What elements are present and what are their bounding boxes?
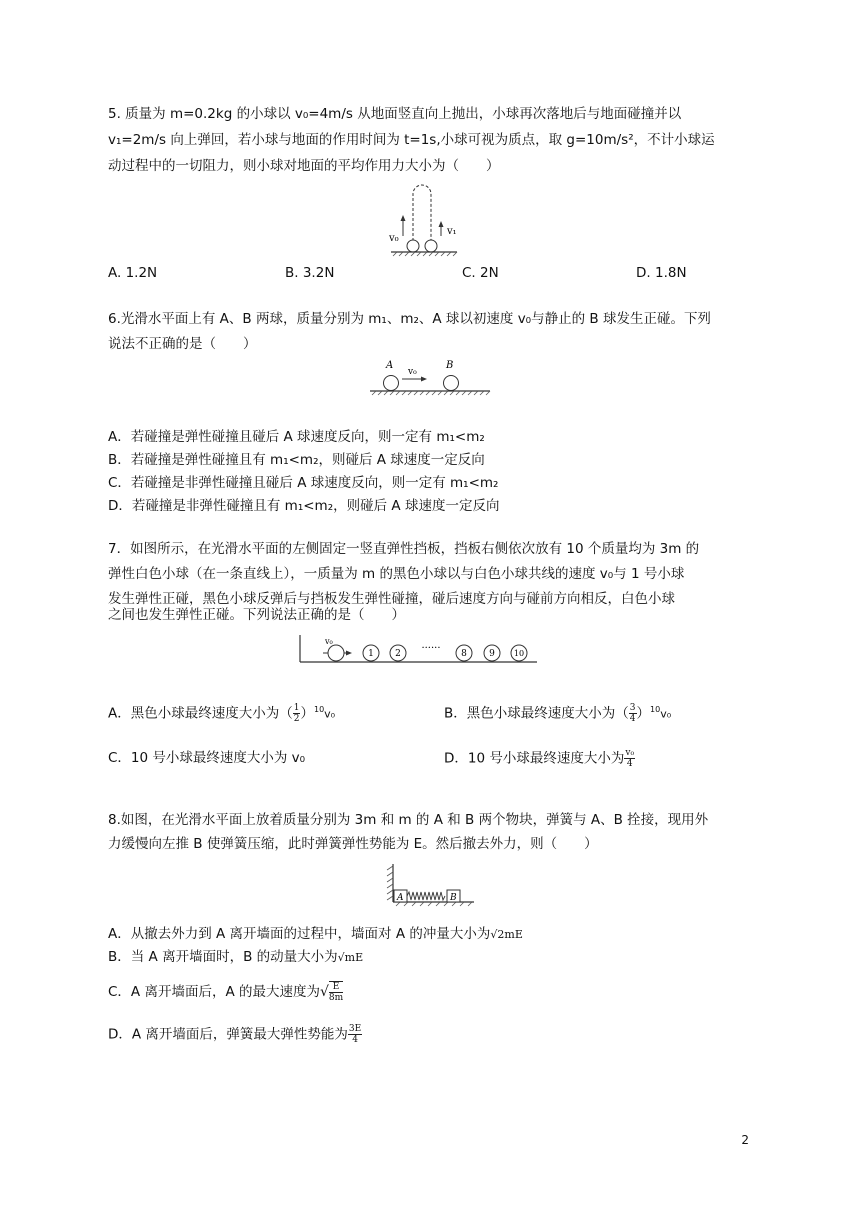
q5-line-2: v₁=2m/s 向上弹回，若小球与地面的作用时间为 t=1s,小球可视为质点，取 g=10m/s²，不计小球运 xyxy=(108,132,715,148)
q7-option-b-text: B．黑色小球最终速度大小为（ xyxy=(444,705,629,722)
q6-ball-b xyxy=(444,376,459,391)
q8-fig-label-a: A xyxy=(397,893,404,903)
q8-option-c-den: 8m xyxy=(328,993,344,1003)
q7-option-b-fraction xyxy=(629,703,637,724)
q7-ball-8-label: 8 xyxy=(461,649,467,659)
q8-fig-label-b: B xyxy=(450,893,457,903)
q8-option-d-text: D．A 离开墙面后，弹簧最大弹性势能为 xyxy=(108,1026,348,1043)
q7-ball-row-figure xyxy=(297,635,542,667)
page-number: 2 xyxy=(741,1133,749,1147)
q5-ground-hatch xyxy=(393,252,457,256)
q5-option-a: A. 1.2N xyxy=(108,265,158,281)
q7-option-a-close: ） xyxy=(300,705,314,722)
q8-option-a xyxy=(108,924,523,945)
q6-fig-label-b: B xyxy=(446,360,454,371)
q5-line-3: 动过程中的一切阻力，则小球对地面的平均作用力大小为（ ） xyxy=(108,158,500,174)
q8-option-a-text: A．从撤去外力到 A 离开墙面的过程中，墙面对 A 的冲量大小为 xyxy=(108,926,491,942)
q7-option-b-close: ） xyxy=(636,705,650,722)
q7-option-b xyxy=(444,700,671,725)
q5-line-1: 5. 质量为 m=0.2kg 的小球以 v₀=4m/s 从地面竖直向上抛出，小球再次落地后与地面碰撞并以 xyxy=(108,106,682,122)
q6-option-a: A．若碰撞是弹性碰撞且碰后 A 球速度反向，则一定有 m₁<m₂ xyxy=(108,429,485,445)
q7-option-b-v: v₀ xyxy=(660,707,672,721)
q7-black-ball xyxy=(328,645,344,661)
q7-option-b-power: 10 xyxy=(650,705,661,714)
q7-option-a-num: 1 xyxy=(293,703,300,713)
q7-option-b-den: 4 xyxy=(629,714,636,724)
q8-wall-hatch xyxy=(387,866,393,900)
q7-option-c: C．10 号小球最终速度大小为 v₀ xyxy=(108,750,306,766)
q7-option-d-fraction xyxy=(624,748,635,769)
q7-line-3: 发生弹性正碰，黑色小球反弹后与挡板发生弹性碰撞，碰后速度方向与碰前方向相反，白色小球 xyxy=(108,591,675,607)
q7-option-a xyxy=(108,700,335,725)
q8-option-d-den: 4 xyxy=(352,1035,358,1045)
q6-two-ball-figure xyxy=(366,357,496,399)
q8-option-b-math: √mE xyxy=(337,951,364,964)
q8-option-c-text: C．A 离开墙面后，A 的最大速度为 xyxy=(108,984,320,1000)
q8-option-c-radical: √ xyxy=(319,984,329,1000)
q5-option-b: B. 3.2N xyxy=(285,265,335,281)
q7-option-a-text: A．黑色小球最终速度大小为（ xyxy=(108,705,293,722)
q8-option-c-num: E xyxy=(329,982,343,993)
q7-line-1: 7．如图所示，在光滑水平面的左侧固定一竖直弹性挡板，挡板右侧依次放有 10 个质量均为 3m 的 xyxy=(108,541,700,557)
q5-option-c: C. 2N xyxy=(462,265,499,281)
q8-line-2: 力缓慢向左推 B 使弹簧压缩，此时弹簧弹性势能为 E。然后撤去外力，则（ ） xyxy=(108,836,598,852)
q5-ball-right xyxy=(425,240,437,252)
q8-option-d xyxy=(108,1024,362,1045)
q7-ball-1-label: 1 xyxy=(368,649,374,659)
q6-ball-a xyxy=(384,376,399,391)
q5-option-d: D. 1.8N xyxy=(636,265,687,281)
q8-option-c xyxy=(108,981,343,1003)
q7-option-d-text: D．10 号小球最终速度大小为 xyxy=(444,750,625,767)
q5-fig-v0-label: v₀ xyxy=(389,233,399,244)
q8-option-a-math: √2mE xyxy=(490,928,523,941)
q7-line-2: 弹性白色小球（在一条直线上），一质量为 m 的黑色小球以与白色小球共线的速度 v₀与 1 号小球 xyxy=(108,566,685,582)
q7-ball-2-label: 2 xyxy=(395,649,401,659)
q7-line-4: 之间也发生弹性正碰。下列说法正确的是（ ） xyxy=(108,607,405,623)
q7-ellipsis: ······ xyxy=(421,643,441,654)
q8-option-d-num: 3E xyxy=(348,1024,362,1034)
q7-option-b-num: 3 xyxy=(629,703,636,713)
q6-line-2: 说法不正确的是（ ） xyxy=(108,336,257,352)
q8-spring xyxy=(407,892,445,900)
q8-option-b-text: B．当 A 离开墙面时，B 的动量大小为 xyxy=(108,949,338,965)
q8-line-1: 8.如图，在光滑水平面上放着质量分别为 3m 和 m 的 A 和 B 两个物块，弹簧与 A、B 拴接，现用外 xyxy=(108,812,709,828)
q7-option-d-den: 4 xyxy=(626,759,633,769)
q7-option-d xyxy=(444,748,635,769)
q8-option-b xyxy=(108,947,363,968)
q6-line-1: 6.光滑水平面上有 A、B 两球，质量分别为 m₁、m₂、A 球以初速度 v₀与静止的 B 球发生正碰。下列 xyxy=(108,311,711,327)
q5-ball-bounce-figure xyxy=(385,174,465,260)
q7-option-d-num: v₀ xyxy=(625,748,635,758)
q8-option-d-fraction xyxy=(348,1024,362,1045)
q7-option-a-power: 10 xyxy=(313,705,325,714)
q7-option-a-v: v₀ xyxy=(324,707,336,721)
q8-spring-figure xyxy=(382,862,478,908)
q8-option-c-fraction xyxy=(329,981,343,1003)
q6-option-d: D．若碰撞是非弹性碰撞且有 m₁<m₂，则碰后 A 球速度一定反向 xyxy=(108,498,500,514)
q7-fig-v0-label: v₀ xyxy=(325,637,333,646)
q5-fig-v1-label: v₁ xyxy=(447,226,457,237)
q6-fig-v0-label: v₀ xyxy=(408,367,417,377)
q6-option-c: C．若碰撞是非弹性碰撞且碰后 A 球速度反向，则一定有 m₁<m₂ xyxy=(108,475,499,491)
q5-ball-left xyxy=(407,240,419,252)
q7-ball-9-label: 9 xyxy=(489,649,495,659)
q6-fig-label-a: A xyxy=(386,360,394,371)
q5-trajectory-path xyxy=(413,185,431,246)
q6-option-b: B．若碰撞是弹性碰撞且有 m₁<m₂，则碰后 A 球速度一定反向 xyxy=(108,452,485,468)
q6-ground-hatch xyxy=(372,391,490,395)
q7-ball-10-label: 10 xyxy=(513,649,525,658)
q7-option-a-den: 2 xyxy=(293,714,300,724)
